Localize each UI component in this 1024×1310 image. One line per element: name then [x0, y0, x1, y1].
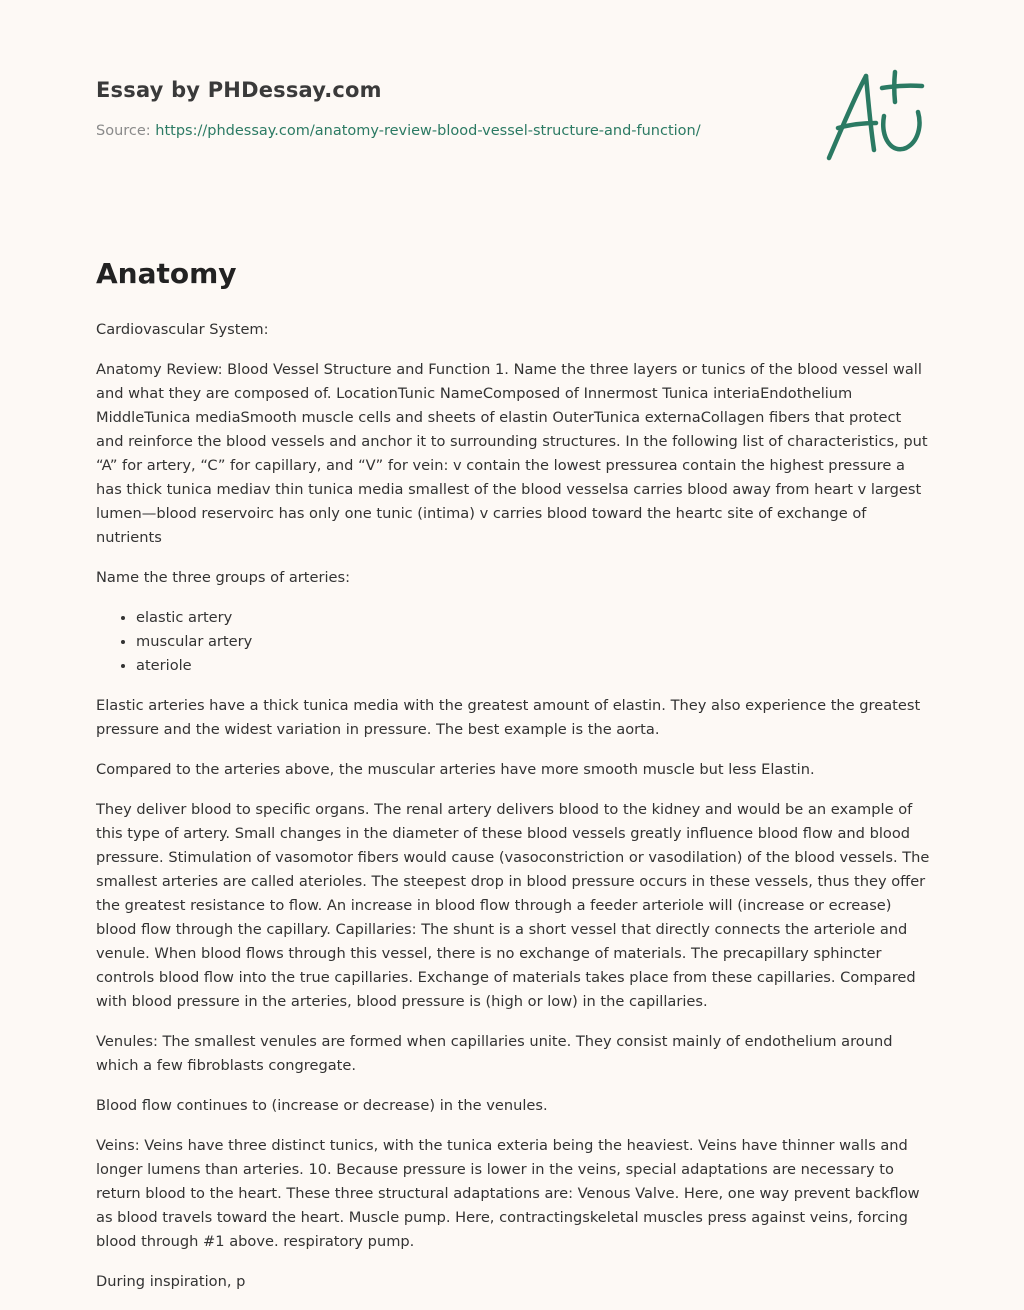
list-item: • muscular artery: [136, 630, 932, 654]
article-paragraph: During inspiration, p: [96, 1273, 246, 1290]
a-plus-logo-icon: [822, 68, 928, 164]
article-paragraph: Compared to the arteries above, the muscular arteries have more smooth muscle but less Elastin.: [96, 761, 815, 778]
article: [96, 256, 932, 1310]
source-label: Source:: [96, 123, 151, 139]
site-brand: Essay by PHDessay.com: [96, 78, 382, 102]
article-paragraph: Cardiovascular System:: [96, 321, 269, 338]
artery-groups-list: [96, 606, 932, 678]
list-item: • elastic artery: [136, 606, 932, 630]
article-paragraph: Blood flow continues to (increase or decrease) in the venules.: [96, 1097, 548, 1114]
article-title: Anatomy: [96, 257, 237, 290]
list-item: • ateriole: [136, 654, 932, 678]
source-link[interactable]: https://phdessay.com/anatomy-review-blood-vessel-structure-and-function/: [155, 123, 701, 139]
article-paragraph: Venules: The smallest venules are formed when capillaries unite. They consist mainly of endothelium around which a few fibroblasts congregate.: [96, 1033, 893, 1074]
article-paragraph: Anatomy Review: Blood Vessel Structure and Function 1. Name the three layers or tunics of the blood vessel wall and what they are composed of. LocationTunic NameComposed of Innermost Tunica interiaEndothelium MiddleTunica mediaSmooth muscle cells and sheets of elastin OuterTunica externaCollagen fibers that protect and reinforce the blood vessels and anchor it to surrounding structures. In the following list of characteristics, put “A” for artery, “C” for capillary, and “V” for vein: v contain the lowest pressurea contain the highest pressure a has thick tunica mediav thin tunica media smallest of the blood vesselsa carries blood away from heart v largest lumen—blood reservoirc has only one tunic (intima) v carries blood toward the heartc site of exchange of nutrients: [96, 361, 928, 546]
article-paragraph: Elastic arteries have a thick tunica media with the greatest amount of elastin. They also experience the greatest pressure and the widest variation in pressure. The best example is the aorta.: [96, 697, 921, 738]
paragraphs-before-list: [96, 318, 932, 590]
paragraphs-after-list: [96, 694, 932, 1294]
source-line: [96, 121, 796, 141]
article-paragraph: Veins: Veins have three distinct tunics, with the tunica exteria being the heaviest. Veins have thinner walls and longer lumens than arteries. 10. Because pressure is lower in the veins, special adaptations are necessary to return blood to the heart. These three structural adaptations are: Venous Valve. Here, one way prevent backflow as blood travels toward the heart. Muscle pump. Here, contractingskeletal muscles press against veins, forcing blood through #1 above. respiratory pump.: [96, 1137, 920, 1250]
article-paragraph: Name the three groups of arteries:: [96, 569, 351, 586]
page-header: [96, 76, 796, 141]
article-paragraph: They deliver blood to specific organs. The renal artery delivers blood to the kidney and would be an example of this type of artery. Small changes in the diameter of these blood vessels greatly influence blood flow and blood pressure. Stimulation of vasomotor fibers would cause (vasoconstriction or vasodilation) of the blood vessels. The smallest arteries are called aterioles. The steepest drop in blood pressure occurs in these vessels, thus they offer the greatest resistance to flow. An increase in blood flow through a feeder arteriole will (increase or ecrease) blood flow through the capillary. Capillaries: The shunt is a short vessel that directly connects the arteriole and venule. When blood flows through this vessel, there is no exchange of materials. The precapillary sphincter controls blood flow into the true capillaries. Exchange of materials takes place from these capillaries. Compared with blood pressure in the arteries, blood pressure is (high or low) in the capillaries.: [96, 801, 930, 1010]
